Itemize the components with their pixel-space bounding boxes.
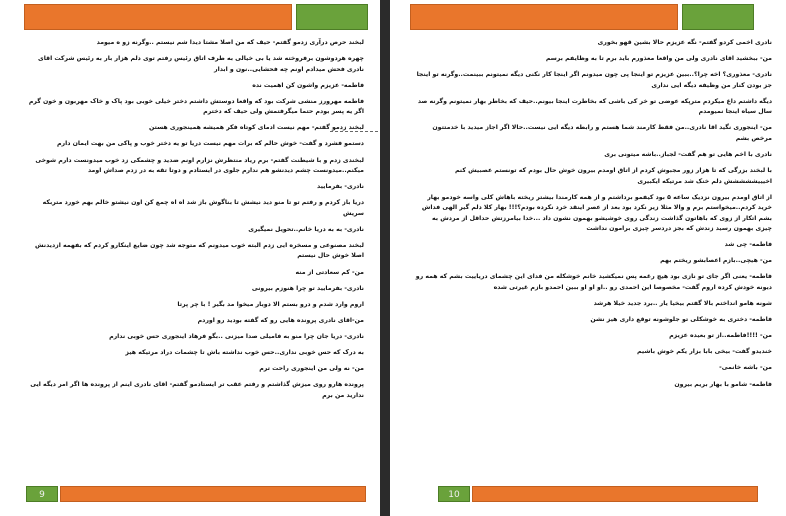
- paragraph: پرونده هارو روی میزش گذاشتم و رفتم عقب تر ایستادمو گفتم- اقای نادری اینم از پرونده ها اگر امر دیگه ایی ندارید من برم: [30, 381, 364, 399]
- footer-orange-bar: [60, 486, 366, 502]
- paragraph: چهره هردوشون برفروخته شد یا بی خیالی به طرف اتاق رئیس رفتم توی دلم هزار بار به رئیس شرکت اقای نادری فحش میدادم اونم چه فحشایی..نون و ابدار: [38, 55, 364, 73]
- header-green-bar: [682, 4, 754, 30]
- paragraph: از اتاق اومدم بیرون نزدیک ساعه ۵ بود کیفمو برداشتم و از همه کارمندا بیشتر ریخته باهاش کلی واسه خودمو بهار خرید کردم..میخواستم برم و والا مثلا زیر نکرد بود بعد از عصر اینقد خرد نکرده بودم؟!!! بهار کلا دلم گیر الهی فداش بشم اتکار از زوی که باهاتون گذاشت زندگی روی خوشیشو بهمون نشون داد ...خدا بیامرزتش حداقل از مردش به چیزی بهمون رسید زندش که بجز دردسر چیزی برامون نداشت: [421, 193, 772, 233]
- paragraph: فاطمه- چی شد: [724, 241, 772, 249]
- paragraph: لبخند مصنوعی و مسخره ایی زدم البته خوب میدونم که متوجه شد چون ضایع اینکارو کردم که بفهمه ازدیدنش اصلا خوش حال نیستم: [35, 241, 364, 260]
- paragraph: نادری اخمی کردو گفتم- نگه عزیزم حالا بشین قهو بخوری: [597, 39, 772, 46]
- cursor-guide-line: [330, 131, 378, 132]
- paragraph: من- !!!!فاطمه..از تو بعیده عزیزم: [669, 332, 772, 340]
- paragraph: من- کم سعادتی از منه: [295, 268, 364, 276]
- paragraph: فاطمه- یعنی اگر جای تو نازی بود هیچ رغمه پس نمیکشید خانم خوشکله من فدای این چشمای دریاییت بشم که همه رو دیونه خودش کرده اروم گفت- مخصوصا این احمدی رو ..او او او ببین احمدو بازم غیرتی شده: [415, 273, 772, 291]
- paragraph: من- باشه خانمی-: [719, 364, 772, 372]
- paragraph: من- اینجوری نگید اقا نادری..من فقط کارمند شما هستم و رابطه دیگه ایی نیست..حالا اگر اجاز میدید با خدمتتون مرخص بشم: [432, 124, 772, 142]
- paragraph: دستمو فشرد و گفت- خوش حالم که برات مهم نیست دریا تو یه دختر خوب و پاکی من بهت ایمان دارم: [57, 140, 364, 148]
- paragraph: فاطمه- دختری به خوشکلی تو جلوشونه توقع داری هیز نشن: [590, 316, 772, 324]
- left-page-text: [26, 38, 364, 474]
- paragraph: شونه هامو انداختم بالا گفتم بیخیا یار ..برد جدید خیلا هرشد: [593, 300, 772, 308]
- paragraph: لبخندی زدم و با شیطنت گفتم- برم ریاد منتظرش نزارم اونم ضدید و چشمکی زد خوب میدونست دارم شوخی میکنم..میدونست چشم دیدنشو هم ندارم جلوی در ایستادم و دوتا تقه به در زدم صداش اومد: [35, 156, 364, 175]
- paragraph: خندیدو گفت- بیخی بابا بزار یکم خوش باشیم: [636, 348, 772, 356]
- right-page-text: [414, 38, 772, 474]
- paragraph: با لبخند بزرگی که تا هزار زور مجبوش کردم از اتاق اومدم بیرون خوش حال بودم که تونستم عصبیش کنم اخیییششششش دلم خنک شد مرتیکه ایکبیری: [454, 167, 772, 185]
- page-divider: [380, 0, 390, 516]
- header-orange-bar: [410, 4, 678, 30]
- page-number: 9: [26, 486, 58, 502]
- paragraph: نادری- بفرمایید: [317, 183, 364, 191]
- paragraph: نادری- معذوری؟ اخه چرا؟..ببین عزیزم تو اینجا پی چون میدونم اگر اینجا کار نکنی دیگه نمیتونم ببینمت..وگرنه تو اینجا جز بودن کنار من وظیفه دیگه ایی نداری: [416, 71, 772, 89]
- paragraph: لبخند حرص درآری زدمو گفتم- حیف که من اصلا مشتا دیدا شم نیستم ..وگرنه زو ه میومد: [96, 39, 364, 46]
- page-number: 10: [438, 486, 470, 502]
- paragraph: من- ببخشید اقای نادری ولی من واقعا معذورم باید برم تا به وظایفم برسم: [545, 55, 772, 63]
- paragraph: نادری- به به دریا خانم..تحویل نمیگیری: [248, 225, 364, 233]
- paragraph: فاطمه- شامو با بهار بریم بیرون: [674, 380, 772, 388]
- header-green-bar: [296, 4, 368, 30]
- paragraph: نادری- دریا جان چرا منو به فامیلی صدا میزنی ..بگو فرهاد اینجوری حس خوبی ندارم: [109, 332, 364, 340]
- right-page: [394, 0, 786, 516]
- paragraph: فاطمه- عزیزم واشون کن اهمیت نده: [252, 81, 364, 89]
- paragraph: فاطمه مهرورز منشی شرکت بود که واقعا دوستش داشتم دختر خیلی خوبی بود پاک و خاک مهربون و خون گرم اگر یه پسر بودم حتما میگرفتمش ولی حیف که دخترم: [28, 97, 364, 116]
- paragraph: اروم وارد شدم و درو بستم الا دوبار میخوا مد بگیر ! با چر پرتا: [177, 300, 364, 308]
- left-page: [6, 0, 378, 516]
- header-orange-bar: [24, 4, 292, 30]
- paragraph: دیگه داشتم داغ میکردم مترپکه عوضی تو خر کی باشی که بخاطرت اینجا بیونم..حیف که بخاطر بهار نمیتونم وگرنه صد سال سیاه اینجا نمیومدم: [417, 97, 772, 116]
- footer-orange-bar: [472, 486, 758, 502]
- paragraph: لبخند زدمو گفتم- مهم نیست ادمای کوتاه فکر همیشه همینجوری هستن: [148, 124, 364, 132]
- paragraph: نادری- بفرمایید تو چرا هنوزم بیرونی: [251, 284, 364, 292]
- paragraph: من- هیچی..بازم اعصابشو ریختم بهم: [660, 257, 772, 265]
- paragraph: من- نه ولی من اینجوری راحت ترم: [259, 365, 364, 373]
- paragraph: نادری با اخم هایی تو هم گفت- لجباز..باشه میتونی بری: [604, 150, 772, 158]
- paragraph: من-اقای نادری پرونده هایی رو که گفته بودید رو اوردم: [197, 316, 364, 324]
- paragraph: دریا باز کردم و رفتم تو تا منو دید نیشش تا بناگوش باز شد اه اه چمع کن اون نیشتو خالم بهم خورد متربکه سریش: [42, 199, 364, 217]
- paragraph: به درک که حس خوبی نداری..حس خوب نداشته باش تا چشمات دراد مرتیکه هیز: [125, 349, 364, 356]
